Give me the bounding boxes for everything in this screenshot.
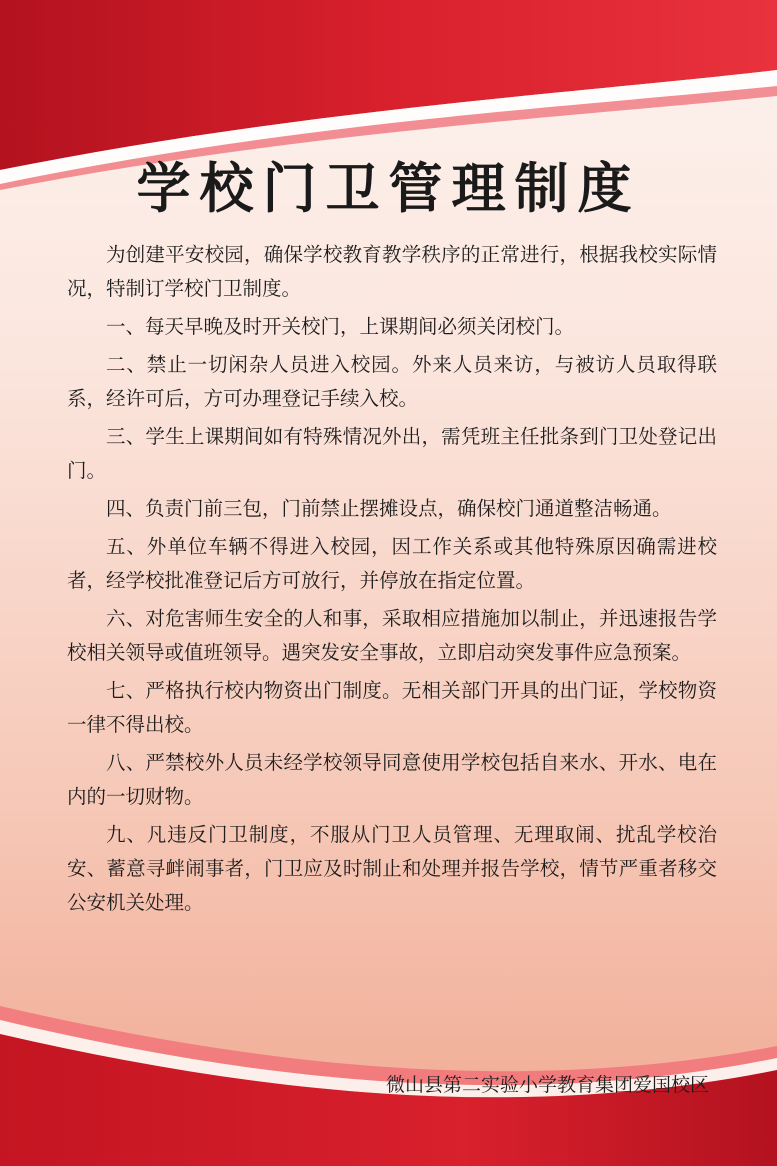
regulation-body: [67, 238, 717, 924]
rule-item-9: 九、凡违反门卫制度，不服从门卫人员管理、无理取闹、扰乱学校治安、蓄意寻衅闹事者，门卫应及时制止和处理并报告学校，情节严重者移交公安机关处理。: [67, 823, 717, 914]
rule-item-1: 一、每天早晚及时开关校门，上课期间必须关闭校门。: [106, 314, 575, 338]
rule-item-2: 二、禁止一切闲杂人员进入校园。外来人员来访，与被访人员取得联系，经许可后，方可办理登记手续入校。: [67, 353, 717, 410]
rule-item-6: 六、对危害师生安全的人和事，采取相应措施加以制止，并迅速报告学校相关领导或值班领导。遇突发安全事故，立即启动突发事件应急预案。: [67, 607, 717, 665]
rule-item-3: 三、学生上课期间如有特殊情况外出，需凭班主任批条到门卫处登记出门。: [67, 425, 717, 482]
page-title: 学校门卫管理制度: [136, 156, 641, 220]
rule-item-7: 七、严格执行校内物资出门制度。无相关部门开具的出门证，学校物资一律不得出校。: [67, 679, 717, 737]
rule-item-8: 八、严禁校外人员未经学校领导同意使用学校包括自来水、开水、电在内的一切财物。: [67, 751, 717, 809]
rule-item-5: 五、外单位车辆不得进入校园，因工作关系或其他特殊原因确需进校者，经学校批准登记后方可放行，并停放在指定位置。: [67, 535, 717, 593]
rule-item-4: 四、负责门前三包，门前禁止摆摊设点，确保校门通道整洁畅通。: [106, 497, 672, 521]
organization-signature: 微山县第二实验小学教育集团爱国校区: [385, 1074, 709, 1096]
intro-paragraph: 为创建平安校园，确保学校教育教学秩序的正常进行，根据我校实际情况，特制订学校门卫制度。: [67, 243, 717, 300]
